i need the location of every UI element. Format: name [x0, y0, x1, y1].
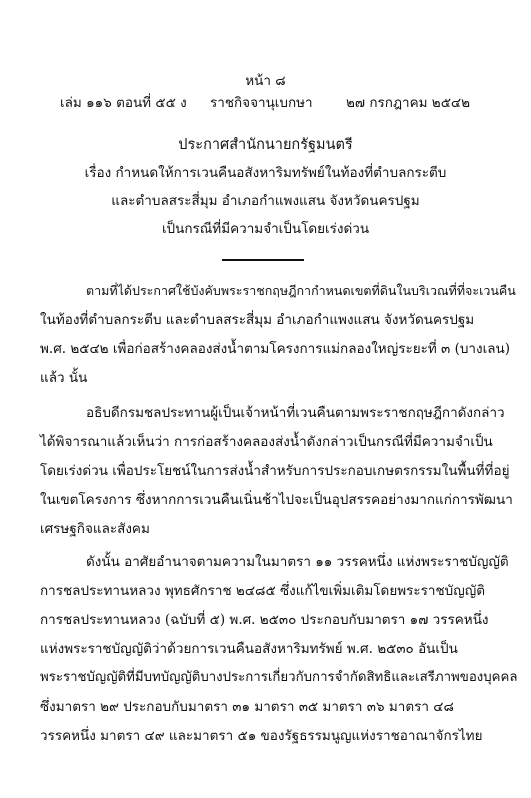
paragraph-3-line-2: การชลประทานหลวง พุทธศักราช ๒๔๘๕ ซึ่งแก้ไขเพิ่มเติมโดยพระราชบัญญัติ: [40, 583, 485, 599]
paragraph-3-line-1: ดังนั้น อาศัยอำนาจตามความในมาตรา ๑๑ วรรคหนึ่ง แห่งพระราชบัญญัติ: [86, 554, 509, 570]
subject-line-1: เรื่อง กำหนดให้การเวนคืนอสังหาริมทรัพย์ในท้องที่ตำบลกระตีบ: [84, 165, 447, 181]
paragraph-1-line-1: ตามที่ได้ประกาศใช้บังคับพระราชกฤษฎีกากำหนดเขตที่ดินในบริเวณที่ที่จะเวนคืน: [86, 283, 516, 298]
paragraph-2-line-4: ในเขตโครงการ ซึ่งหากการเวนคืนเนิ่นช้าไปจะเป็นอุปสรรคอย่างมากแก่การพัฒนา: [40, 492, 513, 508]
paragraph-3-line-4: แห่งพระราชบัญญัติว่าด้วยการเวนคืนอสังหาริมทรัพย์ พ.ศ. ๒๕๓๐ อันเป็น: [40, 641, 458, 657]
paragraph-1-line-2: ในท้องที่ตำบลกระตีบ และตำบลสระสี่มุม อำเภอกำแพงแสน จังหวัดนครปฐม: [40, 312, 475, 328]
paragraph-2-line-1: อธิบดีกรมชลประทานผู้เป็นเจ้าหน้าที่เวนคืนตามพระราชกฤษฎีกาดังกล่าว: [86, 405, 505, 421]
paragraph-1-line-4: แล้ว นั้น: [40, 370, 88, 386]
paragraph-3-line-5: พระราชบัญญัติที่มีบทบัญญัติบางประการเกี่ยวกับการจำกัดสิทธิและเสรีภาพของบุคคล: [40, 670, 518, 685]
gazette-name: ราชกิจจานุเบกษา: [210, 95, 313, 111]
paragraph-2-line-3: โดยเร่งด่วน เพื่อประโยชน์ในการส่งน้ำสำหรับการประกอบเกษตรกรรมในพื้นที่ที่อยู่: [40, 463, 510, 479]
subject-line-2: และตำบลสระสี่มุม อำเภอกำแพงแสน จังหวัดนครปฐม: [111, 193, 420, 209]
paragraph-3-line-7: วรรคหนึ่ง มาตรา ๔๙ และมาตรา ๕๑ ของรัฐธรรมนูญแห่งราชอาณาจักรไทย: [40, 728, 483, 744]
paragraph-3-line-3: การชลประทานหลวง (ฉบับที่ ๕) พ.ศ. ๒๕๓๐ ประกอบกับมาตรา ๑๗ วรรคหนึ่ง: [40, 612, 489, 628]
volume-number: เล่ม ๑๑๖ ตอนที่ ๕๕ ง: [60, 95, 187, 111]
paragraph-3-line-6: ซึ่งมาตรา ๒๙ ประกอบกับมาตรา ๓๑ มาตรา ๓๕ มาตรา ๓๖ มาตรา ๔๘: [40, 699, 454, 715]
page-number: หน้า ๘: [245, 73, 286, 89]
title-divider: [222, 259, 304, 261]
paragraph-2-line-2: ได้พิจารณาแล้วเห็นว่า การก่อสร้างคลองส่งน้ำดังกล่าวเป็นกรณีที่มีความจำเป็น: [40, 434, 493, 450]
publication-date: ๒๗ กรกฎาคม ๒๕๔๒: [346, 95, 471, 111]
paragraph-2-line-5: เศรษฐกิจและสังคม: [40, 521, 150, 537]
announcement-title: ประกาศสำนักนายกรัฐมนตรี: [178, 137, 353, 153]
subject-line-3: เป็นกรณีที่มีความจำเป็นโดยเร่งด่วน: [161, 221, 370, 237]
paragraph-1-line-3: พ.ศ. ๒๕๔๒ เพื่อก่อสร้างคลองส่งน้ำตามโครงการแม่กลองใหญ่ระยะที่ ๓ (บางเลน): [40, 341, 510, 357]
